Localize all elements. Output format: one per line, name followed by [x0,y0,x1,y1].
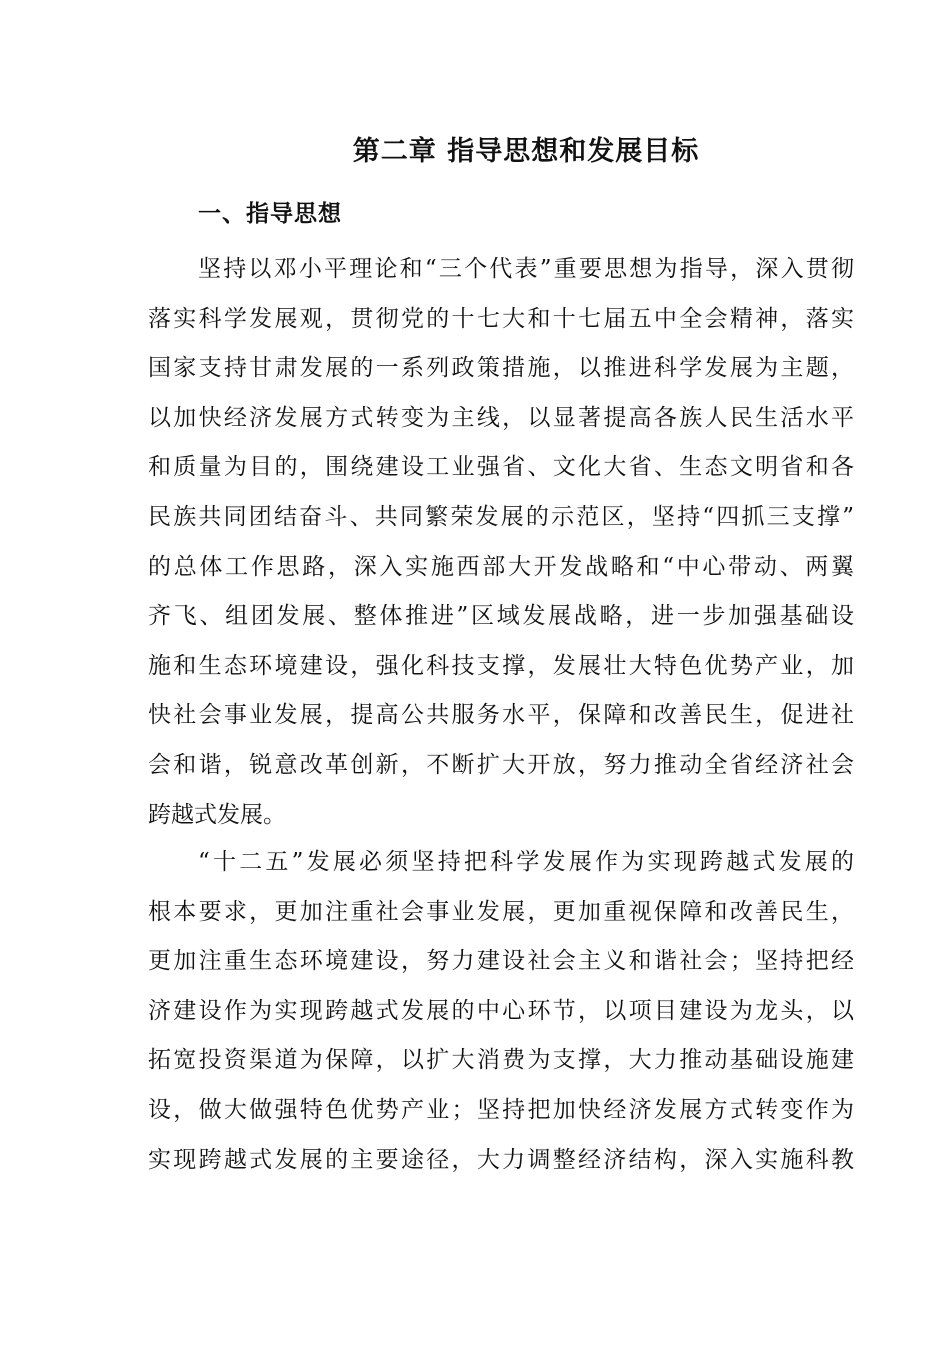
paragraph-guiding-thought [148,245,854,840]
paragraph-line: 拓宽投资渠道为保障，以扩大消费为支撑，大力推动基础设施建 [148,1047,854,1074]
paragraph-line: 济建设作为实现跨越式发展的中心环节，以项目建设为龙头，以 [148,997,854,1024]
paragraph-line: 的总体工作思路，深入实施西部大开发战略和“中心带动、两翼 [148,553,854,580]
paragraph-twelfth-five-year [148,838,854,1185]
paragraph-line: 坚持以邓小平理论和“三个代表”重要思想为指导，深入贯彻 [198,256,854,282]
paragraph-line: 民族共同团结奋斗、共同繁荣发展的示范区，坚持“四抓三支撑” [148,503,854,530]
paragraph-line: 快社会事业发展，提高公共服务水平，保障和改善民生，促进社 [148,702,854,729]
paragraph-line: 齐飞、组团发展、整体推进”区域发展战略，进一步加强基础设 [148,603,854,630]
section-title: 一、指导思想 [198,201,342,227]
paragraph-line: 根本要求，更加注重社会事业发展，更加重视保障和改善民生， [148,898,854,925]
paragraph-line: 更加注重生态环境建设，努力建设社会主义和谐社会；坚持把经 [148,948,854,975]
paragraph-line: 以加快经济发展方式转变为主线，以显著提高各族人民生活水平 [148,404,854,431]
paragraph-line: 国家支持甘肃发展的一系列政策措施，以推进科学发展为主题， [148,355,854,382]
chapter-title: 第二章 指导思想和发展目标 [352,136,700,167]
paragraph-line: 落实科学发展观，贯彻党的十七大和十七届五中全会精神，落实 [148,305,854,332]
paragraph-line: “十二五”发展必须坚持把科学发展作为实现跨越式发展的 [198,849,854,875]
paragraph-line: 跨越式发展。 [148,801,286,828]
paragraph-line: 实现跨越式发展的主要途径，大力调整经济结构，深入实施科教 [148,1146,854,1173]
paragraph-line: 和质量为目的，围绕建设工业强省、文化大省、生态文明省和各 [148,454,854,481]
paragraph-line: 施和生态环境建设，强化科技支撑，发展壮大特色优势产业，加 [148,652,854,679]
paragraph-line: 会和谐，锐意改革创新，不断扩大开放，努力推动全省经济社会 [148,751,854,778]
paragraph-line: 设，做大做强特色优势产业；坚持把加快经济发展方式转变作为 [148,1096,854,1123]
